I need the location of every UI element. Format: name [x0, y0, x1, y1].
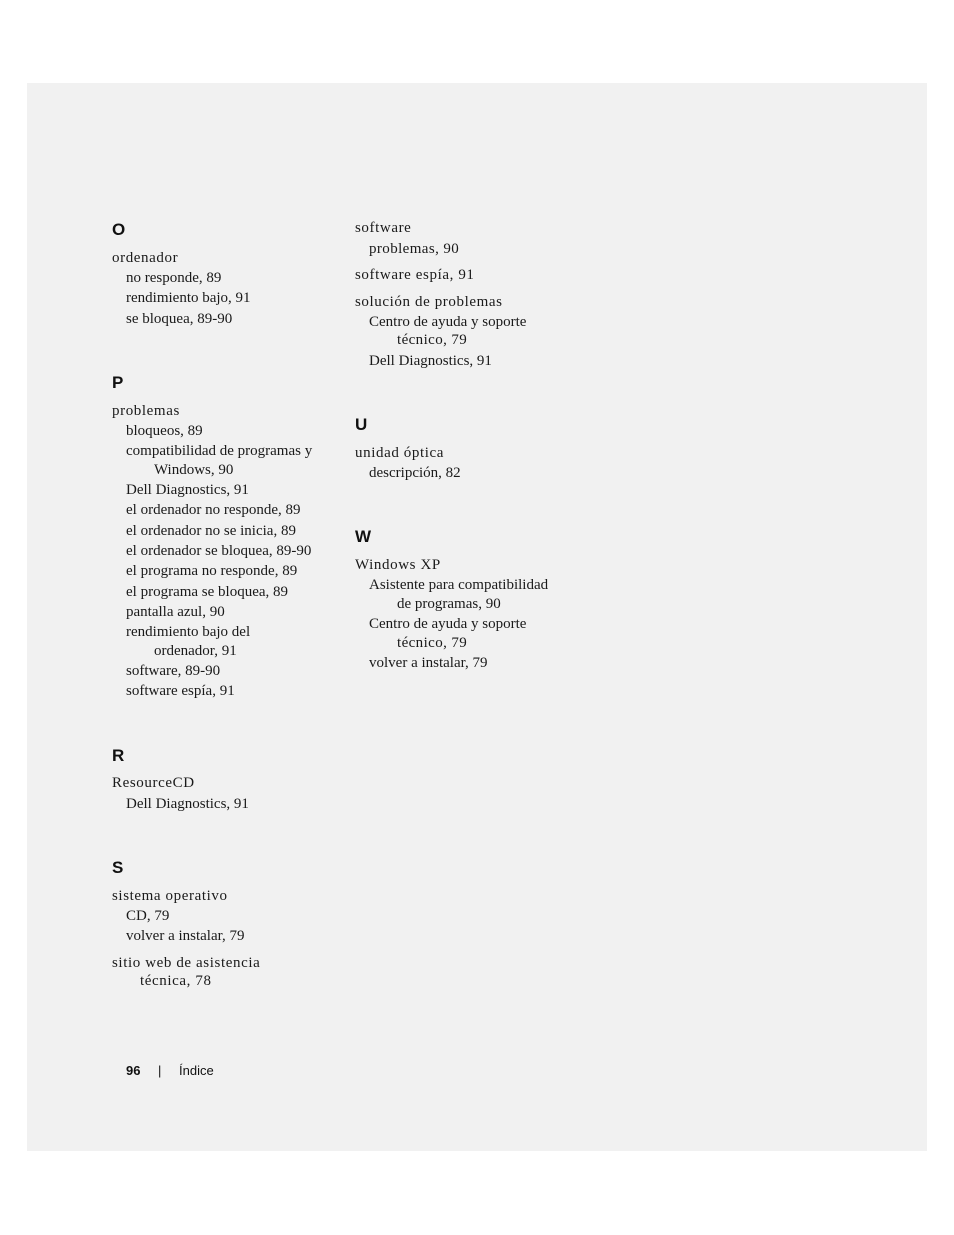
index-entry-continuation: técnica, 78	[140, 973, 212, 989]
index-subentry: el ordenador se bloquea, 89-90	[126, 543, 312, 559]
index-entry-sitio-web: sitio web de asistencia	[112, 955, 261, 971]
index-subentry: Centro de ayuda y soporte	[369, 314, 527, 330]
index-subentry: se bloquea, 89-90	[126, 311, 233, 327]
index-subentry: software espía, 91	[126, 683, 235, 699]
index-subentry: Dell Diagnostics, 91	[126, 796, 249, 812]
index-subentry: Dell Diagnostics, 91	[126, 482, 249, 498]
index-subentry-continuation: técnico, 79	[397, 635, 468, 651]
index-entry-windows-xp: Windows XP	[355, 557, 441, 573]
index-subentry: bloqueos, 89	[126, 423, 203, 439]
index-subentry: compatibilidad de programas y	[126, 443, 313, 459]
index-subentry: el ordenador no se inicia, 89	[126, 523, 296, 539]
footer-section-title: Índice	[179, 1063, 214, 1078]
index-entry-problemas: problemas	[112, 403, 180, 419]
index-subentry: descripción, 82	[369, 465, 461, 481]
index-subentry: problemas, 90	[369, 241, 460, 257]
index-subentry: rendimiento bajo del	[126, 624, 251, 640]
index-subentry-continuation: ordenador, 91	[154, 643, 237, 659]
section-letter-s: S	[112, 858, 124, 877]
index-subentry-continuation: técnico, 79	[397, 332, 468, 348]
index-subentry-continuation: de programas, 90	[397, 596, 501, 612]
index-subentry: no responde, 89	[126, 270, 222, 286]
index-subentry: volver a instalar, 79	[369, 655, 488, 671]
index-entry-unidad-optica: unidad óptica	[355, 445, 445, 461]
index-subentry: CD, 79	[126, 908, 170, 924]
section-letter-r: R	[112, 746, 125, 765]
index-subentry: el programa se bloquea, 89	[126, 584, 289, 600]
index-entry-ordenador: ordenador	[112, 250, 179, 266]
index-subentry: el programa no responde, 89	[126, 563, 298, 579]
section-letter-u: U	[355, 415, 368, 434]
footer-separator: |	[158, 1063, 162, 1078]
index-subentry: software, 89-90	[126, 663, 221, 679]
index-entry-solucion-de-problemas: solución de problemas	[355, 294, 503, 310]
index-subentry: volver a instalar, 79	[126, 928, 245, 944]
index-subentry-continuation: Windows, 90	[154, 462, 234, 478]
index-subentry: Asistente para compatibilidad	[369, 577, 549, 593]
index-entry-sistema-operativo: sistema operativo	[112, 888, 228, 904]
index-subentry: el ordenador no responde, 89	[126, 502, 301, 518]
section-letter-p: P	[112, 373, 124, 392]
index-subentry: Centro de ayuda y soporte	[369, 616, 527, 632]
section-letter-w: W	[355, 527, 372, 546]
index-entry-software-espia: software espía, 91	[355, 267, 475, 283]
index-entry-resourcecd: ResourceCD	[112, 775, 195, 791]
index-subentry: rendimiento bajo, 91	[126, 290, 251, 306]
page-number: 96	[126, 1063, 141, 1078]
index-subentry: Dell Diagnostics, 91	[369, 353, 492, 369]
index-entry-software: software	[355, 220, 412, 236]
section-letter-o: O	[112, 220, 126, 239]
index-subentry: pantalla azul, 90	[126, 604, 225, 620]
